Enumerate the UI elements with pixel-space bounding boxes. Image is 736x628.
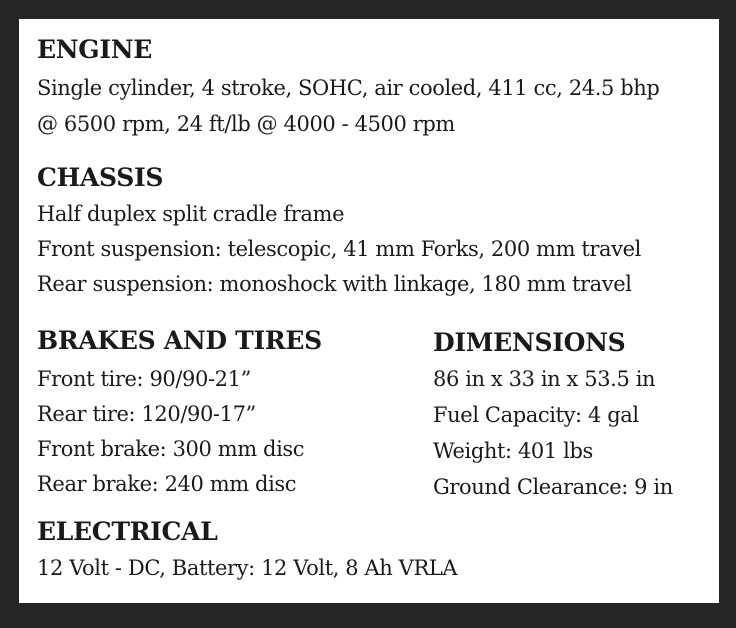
dimensions-heading: DIMENSIONS <box>433 328 626 357</box>
engine-heading: ENGINE <box>37 35 153 64</box>
chassis-line: Half duplex split cradle frame <box>37 202 345 226</box>
dimensions-line: Fuel Capacity: 4 gal <box>433 403 639 427</box>
engine-line: @ 6500 rpm, 24 ft/lb @ 4000 - 4500 rpm <box>37 112 455 136</box>
dimensions-line: Ground Clearance: 9 in <box>433 475 673 499</box>
brakes-tires-line: Rear brake: 240 mm disc <box>37 472 297 496</box>
electrical-line: 12 Volt - DC, Battery: 12 Volt, 8 Ah VRLA <box>37 556 458 580</box>
dimensions-line: Weight: 401 lbs <box>433 439 593 463</box>
brakes-tires-heading: BRAKES AND TIRES <box>37 326 322 355</box>
brakes-tires-line: Front brake: 300 mm disc <box>37 437 305 461</box>
brakes-tires-line: Front tire: 90/90-21” <box>37 367 251 391</box>
chassis-line: Rear suspension: monoshock with linkage, 180 mm travel <box>37 272 632 296</box>
electrical-heading: ELECTRICAL <box>37 517 218 546</box>
brakes-tires-line: Rear tire: 120/90-17” <box>37 402 256 426</box>
dimensions-line: 86 in x 33 in x 53.5 in <box>433 367 656 391</box>
engine-line: Single cylinder, 4 stroke, SOHC, air cooled, 411 cc, 24.5 bhp <box>37 76 660 100</box>
spec-sheet <box>19 19 719 603</box>
chassis-heading: CHASSIS <box>37 163 164 192</box>
chassis-line: Front suspension: telescopic, 41 mm Forks, 200 mm travel <box>37 237 641 261</box>
